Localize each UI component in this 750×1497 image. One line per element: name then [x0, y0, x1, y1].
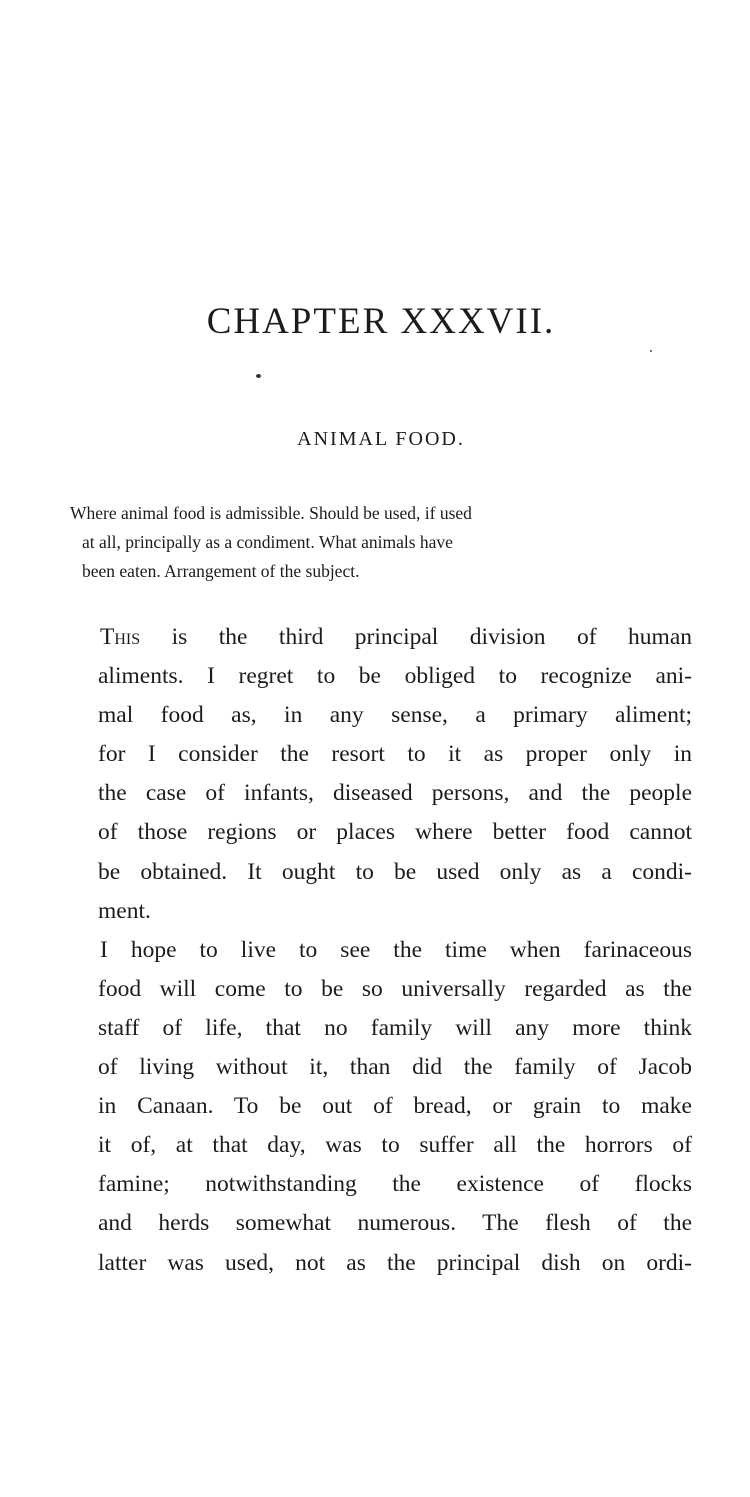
paragraph-line: of living without it, than did the family of Jacob: [98, 1054, 692, 1081]
line-text: is the third principal division of human: [140, 624, 692, 650]
body-text: [98, 618, 692, 1283]
paragraph-line: food will come to be so universally regarded as the: [98, 975, 692, 1002]
paragraph-line: the case of infants, diseased persons, and the people: [98, 780, 692, 807]
synopsis-line: Where animal food is admissible. Should be used, if used: [70, 503, 472, 523]
chapter-title: CHAPTER XXXVII.: [206, 301, 556, 342]
paragraph-1: [98, 618, 692, 931]
ornament-dot: [256, 374, 261, 378]
paragraph-line: and herds somewhat numerous. The flesh of the: [98, 1210, 692, 1237]
paragraph-line: ment.: [98, 897, 151, 924]
paragraph-line: in Canaan. To be out of bread, or grain to make: [98, 1093, 692, 1120]
lead-word: This: [100, 624, 141, 650]
paragraph-line: mal food as, in any sense, a primary aliment;: [98, 702, 692, 729]
paragraph-line: it of, at that day, was to suffer all the horrors of: [98, 1132, 692, 1159]
paragraph-line: famine; notwithstanding the existence of flocks: [98, 1171, 692, 1198]
paragraph-line: for I consider the resort to it as proper only in: [98, 741, 692, 768]
synopsis-line: been eaten. Arrangement of the subject.: [82, 561, 360, 581]
paragraph-line: staff of life, that no family will any more think: [98, 1014, 692, 1041]
paragraph-line: latter was used, not as the principal dish on ordi-: [98, 1249, 692, 1276]
paragraph-line: be obtained. It ought to be used only as a condi-: [98, 858, 692, 885]
paragraph-2: [98, 931, 692, 1283]
speck-mark: [650, 350, 652, 352]
paragraph-line: aliments. I regret to be obliged to recognize ani-: [98, 663, 692, 690]
paragraph-line: of those regions or places where better food cannot: [98, 819, 692, 846]
synopsis-line: at all, principally as a condiment. What animals have: [82, 532, 453, 552]
chapter-synopsis: [70, 499, 692, 586]
paragraph-line: I hope to live to see the time when farinaceous: [100, 936, 692, 963]
paragraph-line: [98, 618, 692, 657]
section-title: ANIMAL FOOD.: [297, 428, 465, 450]
